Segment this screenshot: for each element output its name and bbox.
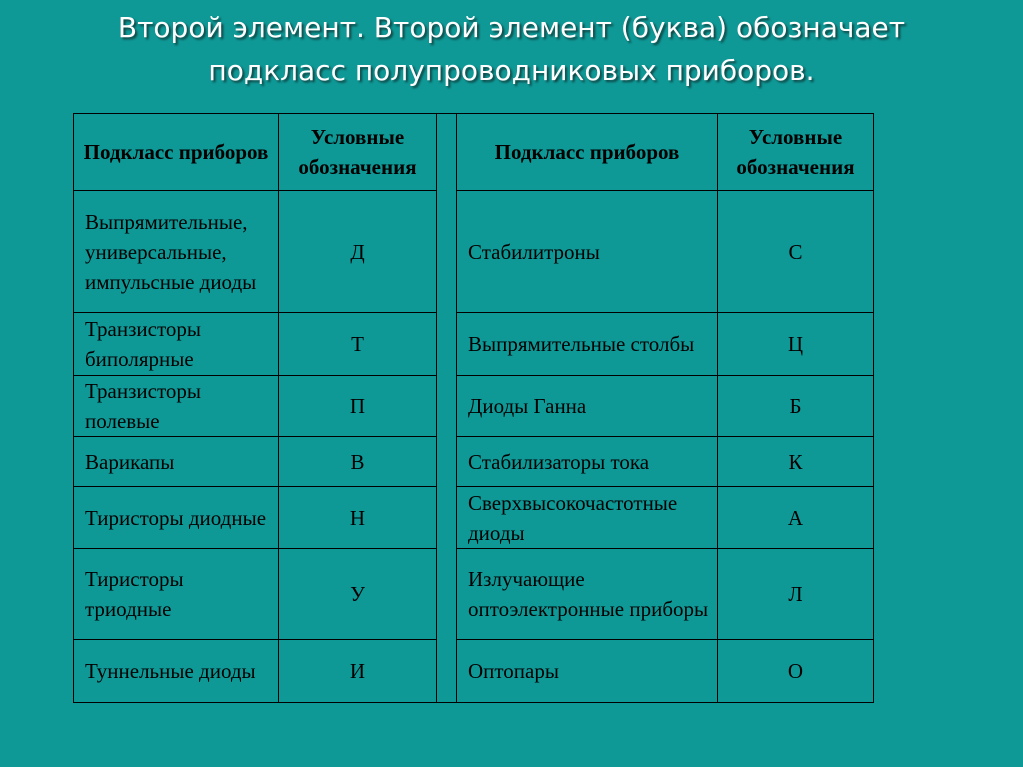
left-subclass-cell: Транзисторы полевые	[74, 376, 279, 437]
device-subclass-table	[73, 113, 874, 703]
right-code-cell: О	[718, 640, 874, 703]
table-row	[74, 313, 874, 376]
left-code-cell: У	[279, 549, 437, 640]
slide-title-line-2: подкласс полупроводниковых приборов.	[208, 54, 815, 87]
table-row	[74, 437, 874, 487]
right-code-cell: Б	[718, 376, 874, 437]
left-code-cell: Н	[279, 487, 437, 549]
header-right-symbol: Условные обозначения	[718, 114, 874, 191]
left-code-cell: Т	[279, 313, 437, 376]
right-code-cell: Л	[718, 549, 874, 640]
right-subclass-cell: Стабилитроны	[457, 191, 718, 313]
header-left-symbol: Условные обозначения	[279, 114, 437, 191]
left-subclass-cell: Тиристоры диодные	[74, 487, 279, 549]
left-code-cell: В	[279, 437, 437, 487]
header-left-subclass: Подкласс приборов	[74, 114, 279, 191]
right-subclass-cell: Излучающие оптоэлектронные приборы	[457, 549, 718, 640]
table-header-row	[74, 114, 874, 191]
left-subclass-cell: Туннельные диоды	[74, 640, 279, 703]
right-subclass-cell: Выпрямительные столбы	[457, 313, 718, 376]
header-right-subclass: Подкласс приборов	[457, 114, 718, 191]
table-row	[74, 487, 874, 549]
slide-title	[0, 6, 1023, 92]
right-subclass-cell: Диоды Ганна	[457, 376, 718, 437]
table-row	[74, 376, 874, 437]
right-code-cell: А	[718, 487, 874, 549]
slide-title-line-1: Второй элемент. Второй элемент (буква) обозначает	[117, 11, 906, 44]
table-row	[74, 191, 874, 313]
right-subclass-cell: Сверхвысокочастотные диоды	[457, 487, 718, 549]
right-code-cell: Ц	[718, 313, 874, 376]
left-subclass-cell: Транзисторы биполярные	[74, 313, 279, 376]
column-separator	[437, 114, 457, 703]
right-code-cell: С	[718, 191, 874, 313]
left-subclass-cell: Варикапы	[74, 437, 279, 487]
right-subclass-cell: Оптопары	[457, 640, 718, 703]
left-code-cell: И	[279, 640, 437, 703]
left-subclass-cell: Тиристоры триодные	[74, 549, 279, 640]
table-row	[74, 549, 874, 640]
left-code-cell: П	[279, 376, 437, 437]
table-row	[74, 640, 874, 703]
right-subclass-cell: Стабилизаторы тока	[457, 437, 718, 487]
right-code-cell: К	[718, 437, 874, 487]
left-code-cell: Д	[279, 191, 437, 313]
left-subclass-cell: Выпрямительные, универсальные, импульсные диоды	[74, 191, 279, 313]
